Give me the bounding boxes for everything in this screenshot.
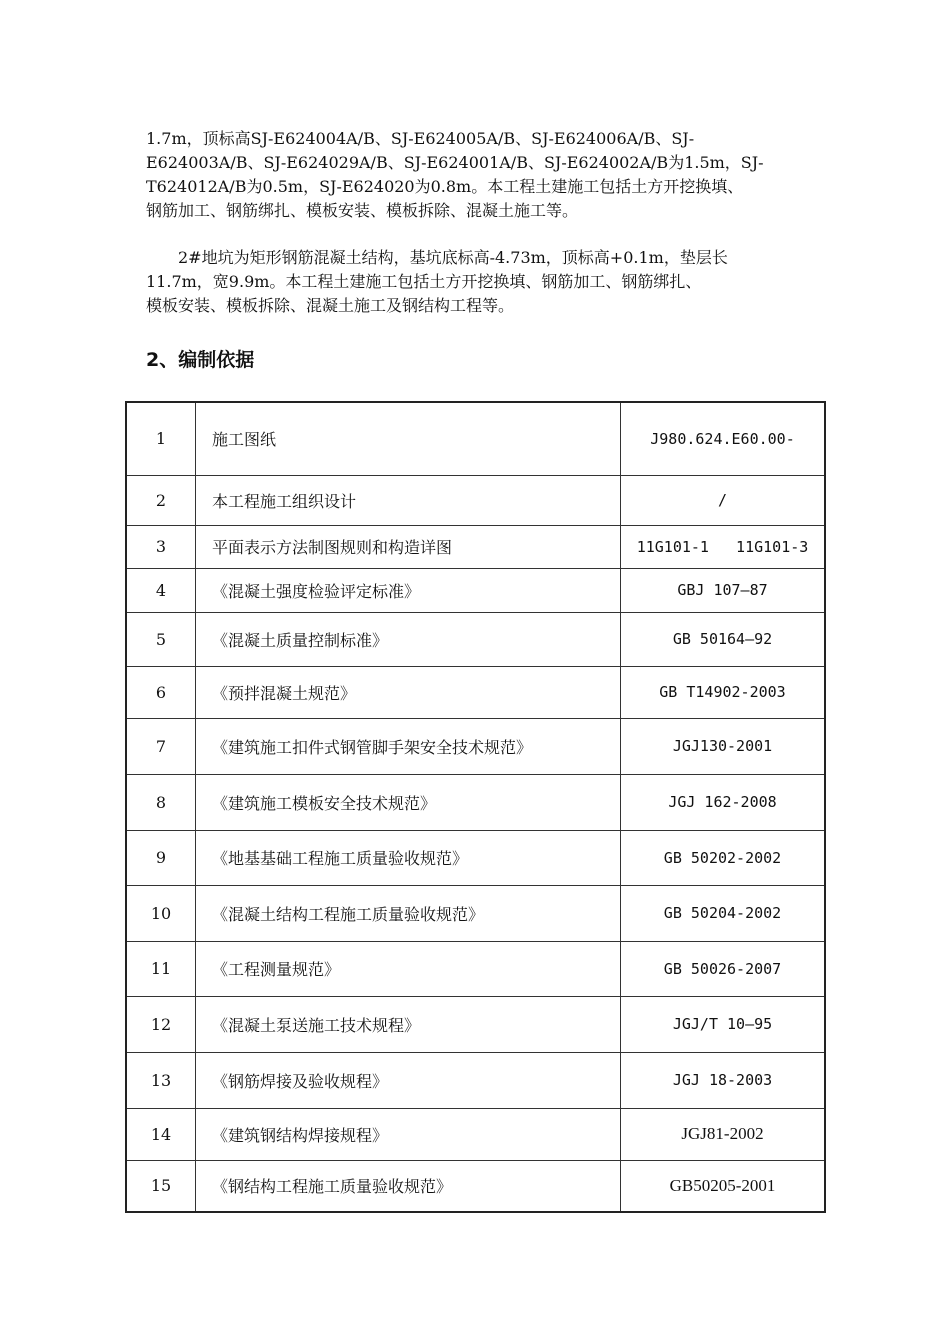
document-code: GB 50202-2002 — [621, 830, 826, 885]
text-line: E624003A/B、SJ-E624029A/B、SJ-E624001A/B、SJ-E624002A/B为1.5m，SJ- — [146, 153, 764, 172]
document-code: GBJ 107—87 — [621, 568, 826, 612]
document-code: J980.624.E60.00- — [621, 402, 826, 475]
row-number: 4 — [126, 568, 196, 612]
row-number: 1 — [126, 402, 196, 475]
document-code: 11G101-1 11G101-3 — [621, 525, 826, 568]
document-code: JGJ 162-2008 — [621, 774, 826, 830]
text-line: 模板安装、模板拆除、混凝土施工及钢结构工程等。 — [146, 296, 515, 315]
row-number: 13 — [126, 1052, 196, 1108]
document-name: 《建筑钢结构焊接规程》 — [196, 1108, 621, 1160]
row-number: 11 — [126, 941, 196, 996]
row-number: 14 — [126, 1108, 196, 1160]
document-name: 平面表示方法制图规则和构造详图 — [196, 525, 621, 568]
document-code: GB 50026-2007 — [621, 941, 826, 996]
section-heading: 2、编制依据 — [146, 349, 255, 371]
document-code: / — [621, 475, 826, 525]
document-name: 《工程测量规范》 — [196, 941, 621, 996]
table-row — [126, 612, 825, 666]
document-name: 施工图纸 — [196, 402, 621, 475]
document-code: JGJ/T 10—95 — [621, 996, 826, 1052]
document-code: GB T14902-2003 — [621, 666, 826, 718]
document-code: JGJ81-2002 — [621, 1108, 826, 1160]
document-code: GB 50204-2002 — [621, 885, 826, 941]
table-row — [126, 666, 825, 718]
table-row — [126, 1108, 825, 1160]
table-row — [126, 475, 825, 525]
document-name: 《预拌混凝土规范》 — [196, 666, 621, 718]
row-number: 15 — [126, 1160, 196, 1212]
row-number: 9 — [126, 830, 196, 885]
table-row — [126, 1052, 825, 1108]
intro-paragraph-2 — [146, 246, 812, 318]
text-line: 1.7m，顶标高SJ-E624004A/B、SJ-E624005A/B、SJ-E624006A/B、SJ- — [146, 129, 695, 148]
row-number: 7 — [126, 718, 196, 774]
text-line: 钢筋加工、钢筋绑扎、模板安装、模板拆除、混凝土施工等。 — [146, 201, 579, 220]
document-name: 《混凝土泵送施工技术规程》 — [196, 996, 621, 1052]
document-name: 《混凝土结构工程施工质量验收规范》 — [196, 885, 621, 941]
row-number: 6 — [126, 666, 196, 718]
row-number: 10 — [126, 885, 196, 941]
document-code: GB50205-2001 — [621, 1160, 826, 1212]
document-name: 《混凝土强度检验评定标准》 — [196, 568, 621, 612]
text-line: 11.7m，宽9.9m。本工程土建施工包括土方开挖换填、钢筋加工、钢筋绑扎、 — [146, 272, 702, 291]
row-number: 8 — [126, 774, 196, 830]
text-line: 2#地坑为矩形钢筋混凝土结构，基坑底标高-4.73m，顶标高+0.1m，垫层长 — [178, 248, 728, 267]
document-name: 《混凝土质量控制标准》 — [196, 612, 621, 666]
row-number: 3 — [126, 525, 196, 568]
table-row — [126, 402, 825, 475]
table-row — [126, 885, 825, 941]
table-row — [126, 1160, 825, 1212]
document-code: JGJ 18-2003 — [621, 1052, 826, 1108]
document-name: 《钢筋焊接及验收规程》 — [196, 1052, 621, 1108]
row-number: 12 — [126, 996, 196, 1052]
table-row — [126, 718, 825, 774]
document-name: 《建筑施工模板安全技术规范》 — [196, 774, 621, 830]
document-code: JGJ130-2001 — [621, 718, 826, 774]
document-code: GB 50164—92 — [621, 612, 826, 666]
row-number: 2 — [126, 475, 196, 525]
table-row — [126, 941, 825, 996]
table-row — [126, 774, 825, 830]
table-row — [126, 996, 825, 1052]
table-row — [126, 525, 825, 568]
document-name: 本工程施工组织设计 — [196, 475, 621, 525]
reference-table — [125, 401, 826, 1213]
document-name: 《地基基础工程施工质量验收规范》 — [196, 830, 621, 885]
table-row — [126, 568, 825, 612]
row-number: 5 — [126, 612, 196, 666]
table-row — [126, 830, 825, 885]
intro-paragraph-1 — [146, 127, 812, 223]
text-line: T624012A/B为0.5m，SJ-E624020为0.8m。本工程土建施工包括土方开挖换填、 — [146, 177, 744, 196]
document-name: 《钢结构工程施工质量验收规范》 — [196, 1160, 621, 1212]
document-name: 《建筑施工扣件式钢管脚手架安全技术规范》 — [196, 718, 621, 774]
